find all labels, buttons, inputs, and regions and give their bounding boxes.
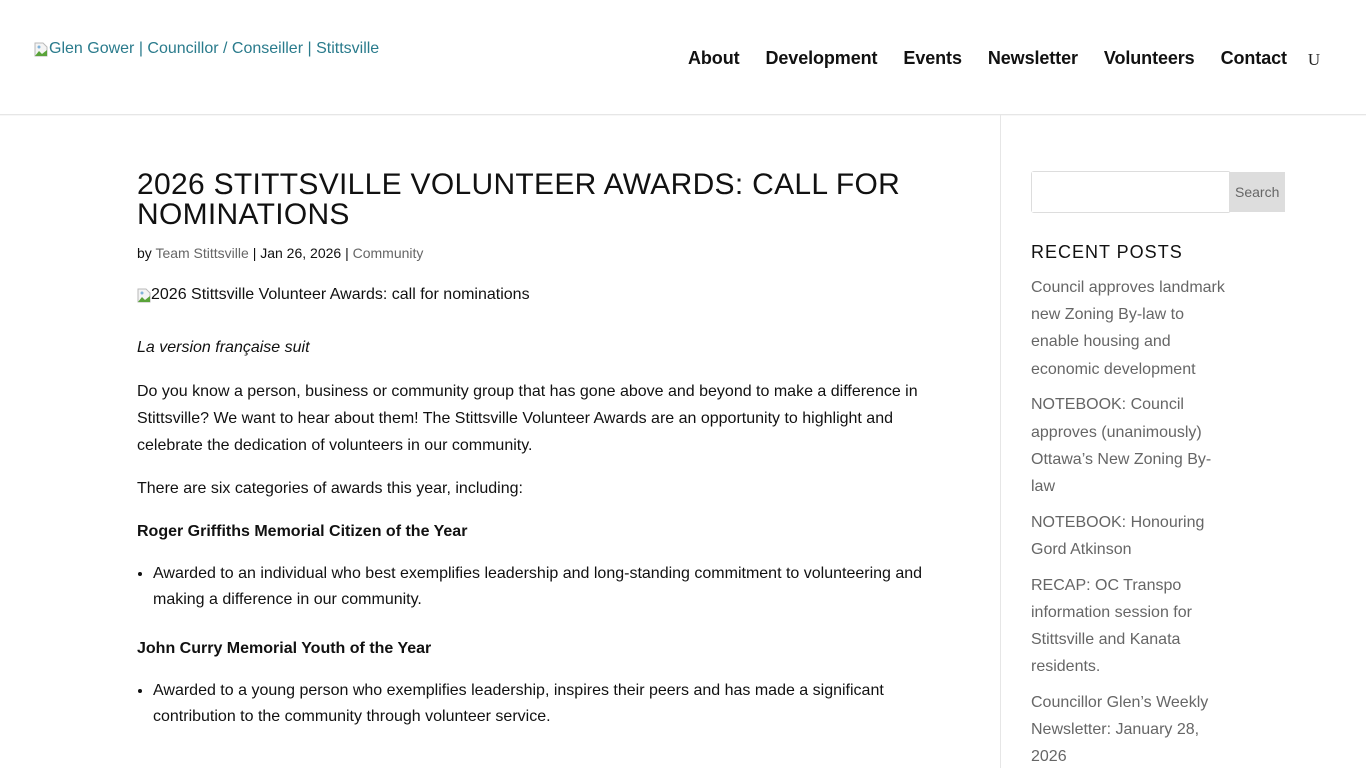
post-date: Jan 26, 2026 [260,245,342,261]
broken-image-icon [34,42,48,57]
recent-posts-list [1031,274,1231,770]
award-description-list [137,678,937,730]
meta-by: by [137,245,152,261]
list-item [1031,689,1231,771]
nav-item-contact[interactable]: Contact [1220,47,1287,68]
award-description: • Awarded to a young person who exemplifies leadership, inspires their peers and has made a significant contribution to the community through volunteer service. [153,678,937,730]
author-link[interactable]: Team Stittsville [155,245,249,261]
meta-separator: | [345,245,349,261]
list-item [1031,391,1231,500]
recent-post-link[interactable]: Council approves landmark new Zoning By-law to enable housing and economic development [1031,279,1225,378]
logo-alt-text: Glen Gower | Councillor / Conseiller | Stittsville [49,40,380,57]
broken-image-icon [137,288,151,303]
recent-posts-heading: RECENT POSTS [1031,242,1183,262]
recent-post-link[interactable]: Councillor Glen’s Weekly Newsletter: January 28, 2026 [1031,693,1209,766]
categories-intro: There are six categories of awards this year, including: [137,480,523,497]
main-nav [688,46,1320,70]
search-icon[interactable]: U [1307,50,1321,69]
award-description-list [137,561,937,613]
recent-post-link[interactable]: NOTEBOOK: Council approves (unanimously) Ottawa’s New Zoning By-law [1031,396,1212,495]
nav-item-about[interactable]: About [688,47,740,68]
category-link[interactable]: Community [352,245,424,261]
sidebar-divider [1000,115,1001,768]
post-title: 2026 STITTSVILLE VOLUNTEER AWARDS: CALL FOR NOMINATIONS [137,168,901,231]
language-note: La version française suit [137,339,310,356]
nav-item-newsletter[interactable]: Newsletter [987,47,1078,68]
search-form [1031,171,1280,213]
list-item [1031,509,1231,563]
search-button[interactable]: Search [1229,172,1285,212]
featured-image [137,286,937,304]
award-description: • Awarded to an individual who best exemplifies leadership and long-standing commitment to volunteering and making a difference in our community. [153,561,937,613]
recent-post-link[interactable]: RECAP: OC Transpo information session for Stittsville and Kanata residents. [1031,576,1192,676]
award-title: Roger Griffiths Memorial Citizen of the Year [137,523,468,540]
intro-paragraph: Do you know a person, business or community group that has gone above and beyond to make a difference in Stittsville? We want to hear about them! The Stittsville Volunteer Awards are an opportunity to highlight and celebrate the dedication of volunteers in our community. [137,383,918,454]
nav-item-volunteers[interactable]: Volunteers [1103,47,1195,68]
post-meta [137,245,937,261]
site-logo-link[interactable] [34,40,379,58]
list-item [1031,274,1231,383]
site-header [0,0,1366,115]
nav-item-events[interactable]: Events [903,47,962,68]
nav-item-development[interactable]: Development [765,47,878,68]
search-input[interactable] [1032,172,1229,212]
recent-post-link[interactable]: NOTEBOOK: Honouring Gord Atkinson [1031,513,1205,558]
sidebar [1031,171,1280,779]
list-item [1031,572,1231,681]
post-content [137,170,937,730]
award-title: John Curry Memorial Youth of the Year [137,640,432,657]
featured-image-alt: 2026 Stittsville Volunteer Awards: call for nominations [151,286,530,303]
meta-separator: | [252,245,257,261]
